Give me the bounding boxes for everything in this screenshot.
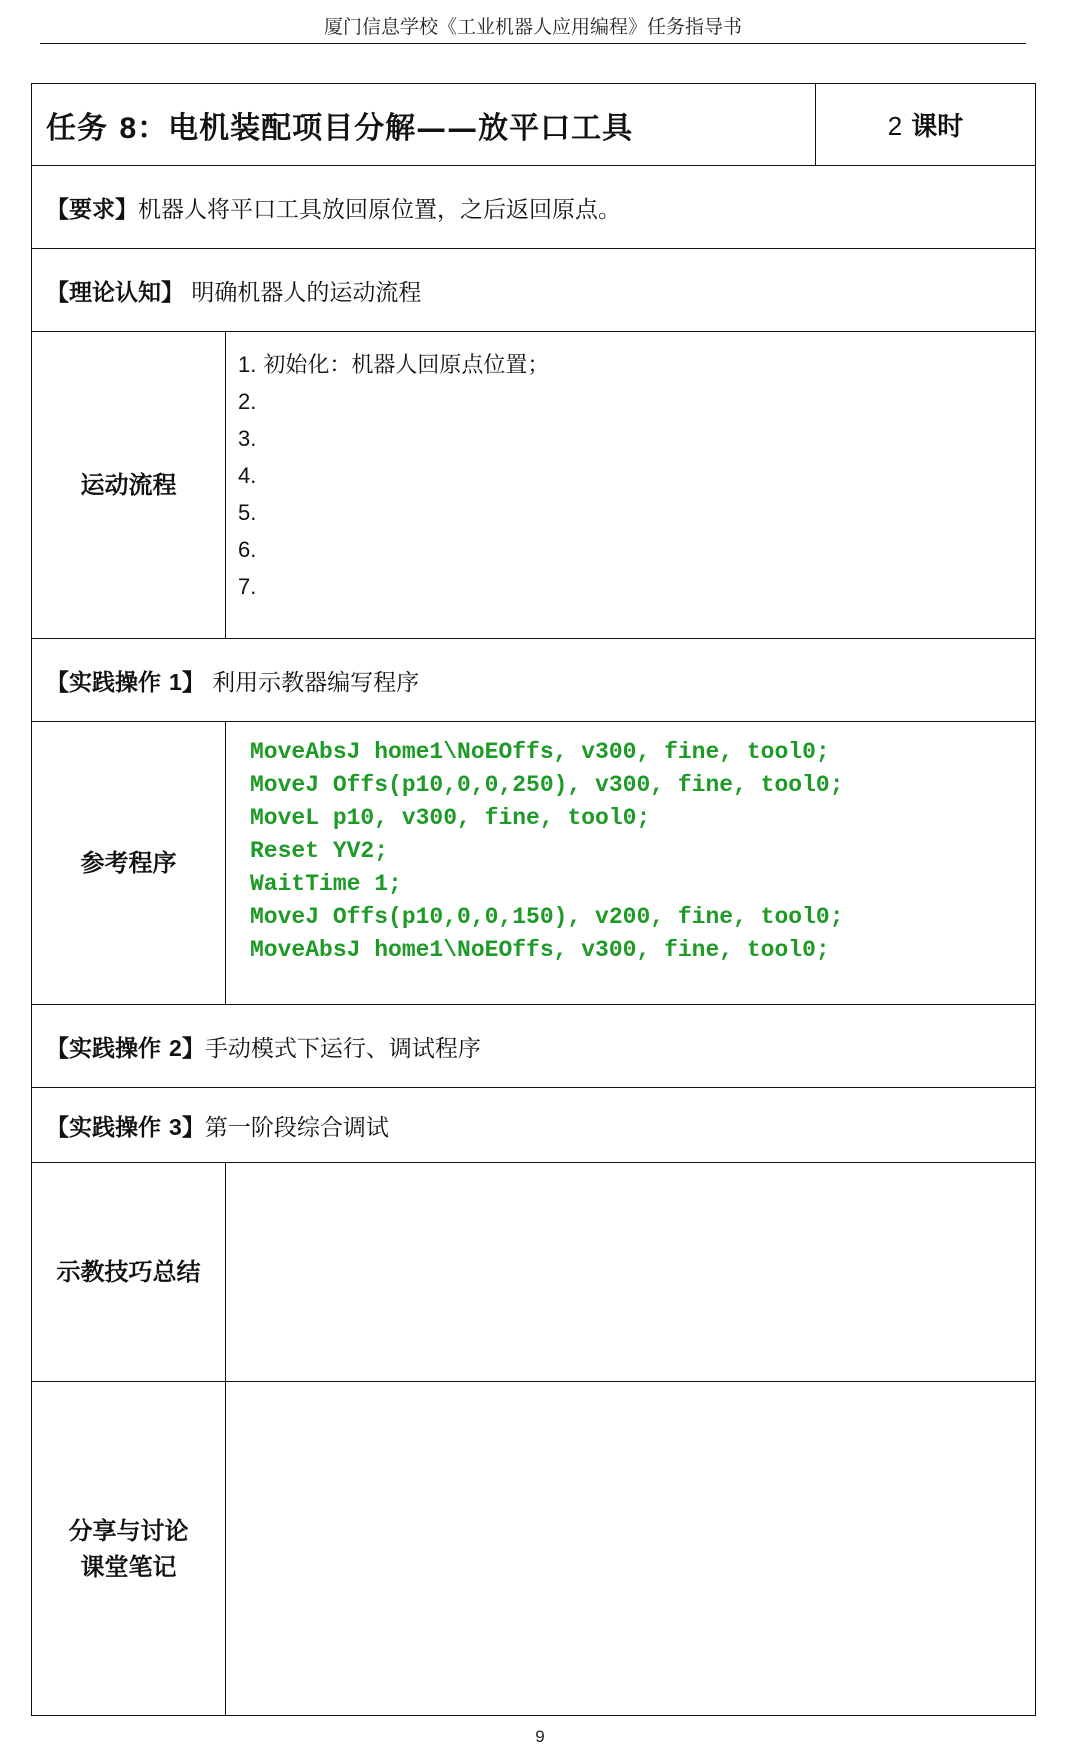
list-item (238, 568, 1035, 605)
code-line: WaitTime 1; (250, 871, 402, 897)
discussion-input-area[interactable] (226, 1382, 1036, 1716)
reference-program-label: 参考程序 (32, 722, 226, 1005)
practice2-label-number: 2 (169, 1034, 182, 1061)
requirement-text: 机器人将平口工具放回原位置，之后返回原点。 (138, 196, 621, 223)
motion-flow-list (238, 346, 1035, 605)
code-line: Reset YV2; (250, 838, 389, 864)
practice3-label-suffix: 】 (181, 1113, 205, 1141)
practice2-text: 手动模式下运行、调试程序 (204, 1035, 481, 1062)
practice1-label-prefix: 【实践操作 (46, 668, 161, 696)
task-title-number: 8 (119, 111, 138, 145)
code-line: MoveJ Offs(p10,0,0,150), v200, fine, tool0; (250, 904, 844, 930)
motion-flow-label: 运动流程 (32, 332, 226, 639)
practice2-row (32, 1005, 1036, 1088)
practice1-label (46, 669, 205, 696)
practice3-text: 第一阶段综合调试 (204, 1114, 389, 1141)
document-header: 厦门信息学校《工业机器人应用编程》任务指导书 (323, 16, 742, 38)
practice1-cell (32, 639, 1036, 722)
list-item-number: 4. (238, 463, 257, 488)
motion-flow-cell (226, 332, 1036, 639)
list-item-number: 2. (238, 389, 257, 414)
requirement-row (32, 166, 1036, 249)
list-item-number: 3. (238, 426, 257, 451)
header-rule (40, 43, 1026, 44)
discussion-row (32, 1382, 1036, 1716)
task-title (32, 84, 816, 166)
practice2-label-prefix: 【实践操作 (46, 1034, 161, 1062)
list-item (238, 346, 1035, 383)
practice1-label-suffix: 】 (181, 668, 205, 696)
practice3-row (32, 1088, 1036, 1163)
list-item (238, 420, 1035, 457)
practice3-label-number: 3 (169, 1113, 182, 1140)
discussion-label-line1: 分享与讨论 (68, 1515, 189, 1545)
reference-program-code (226, 722, 1036, 1005)
discussion-label-line2: 课堂笔记 (80, 1551, 177, 1581)
task-hours (816, 84, 1036, 166)
practice2-label (46, 1035, 205, 1062)
practice3-label (46, 1114, 205, 1141)
requirement-cell (32, 166, 1036, 249)
summary-label: 示教技巧总结 (32, 1163, 226, 1382)
page-number: 9 (535, 1727, 545, 1746)
practice3-cell (32, 1088, 1036, 1163)
requirement-label: 【要求】 (46, 195, 138, 223)
code-line: MoveL p10, v300, fine, tool0; (250, 805, 651, 831)
practice1-row (32, 639, 1036, 722)
list-item (238, 531, 1035, 568)
task-title-rest: ：电机装配项目分解——放平口工具 (137, 110, 634, 146)
list-item-number: 1. (238, 352, 257, 377)
theory-label: 【理论认知】 (46, 278, 184, 306)
task-hours-number: 2 (887, 111, 903, 141)
title-row (32, 84, 1036, 166)
list-item (238, 457, 1035, 494)
motion-flow-row (32, 332, 1036, 639)
discussion-label (32, 1382, 226, 1716)
reference-program-row (32, 722, 1036, 1005)
list-item-text: 初始化：机器人回原点位置； (263, 353, 550, 378)
code-line: MoveJ Offs(p10,0,0,250), v300, fine, tool0; (250, 772, 844, 798)
summary-row (32, 1163, 1036, 1382)
practice2-cell (32, 1005, 1036, 1088)
practice1-text: 利用示教器编写程序 (212, 669, 420, 696)
task-sheet-table (31, 83, 1036, 1716)
task-title-prefix: 任务 (46, 110, 108, 146)
practice1-label-number: 1 (169, 668, 182, 695)
theory-row (32, 249, 1036, 332)
theory-text: 明确机器人的运动流程 (191, 279, 422, 306)
code-line: MoveAbsJ home1\NoEOffs, v300, fine, tool0; (250, 739, 830, 765)
task-hours-unit: 课时 (911, 112, 964, 142)
summary-input-area[interactable] (226, 1163, 1036, 1382)
list-item-number: 6. (238, 537, 257, 562)
list-item (238, 383, 1035, 420)
practice2-label-suffix: 】 (181, 1034, 205, 1062)
list-item-number: 7. (238, 574, 257, 599)
theory-cell (32, 249, 1036, 332)
practice3-label-prefix: 【实践操作 (46, 1113, 161, 1141)
code-line: MoveAbsJ home1\NoEOffs, v300, fine, tool0; (250, 937, 830, 963)
list-item (238, 494, 1035, 531)
list-item-number: 5. (238, 500, 257, 525)
